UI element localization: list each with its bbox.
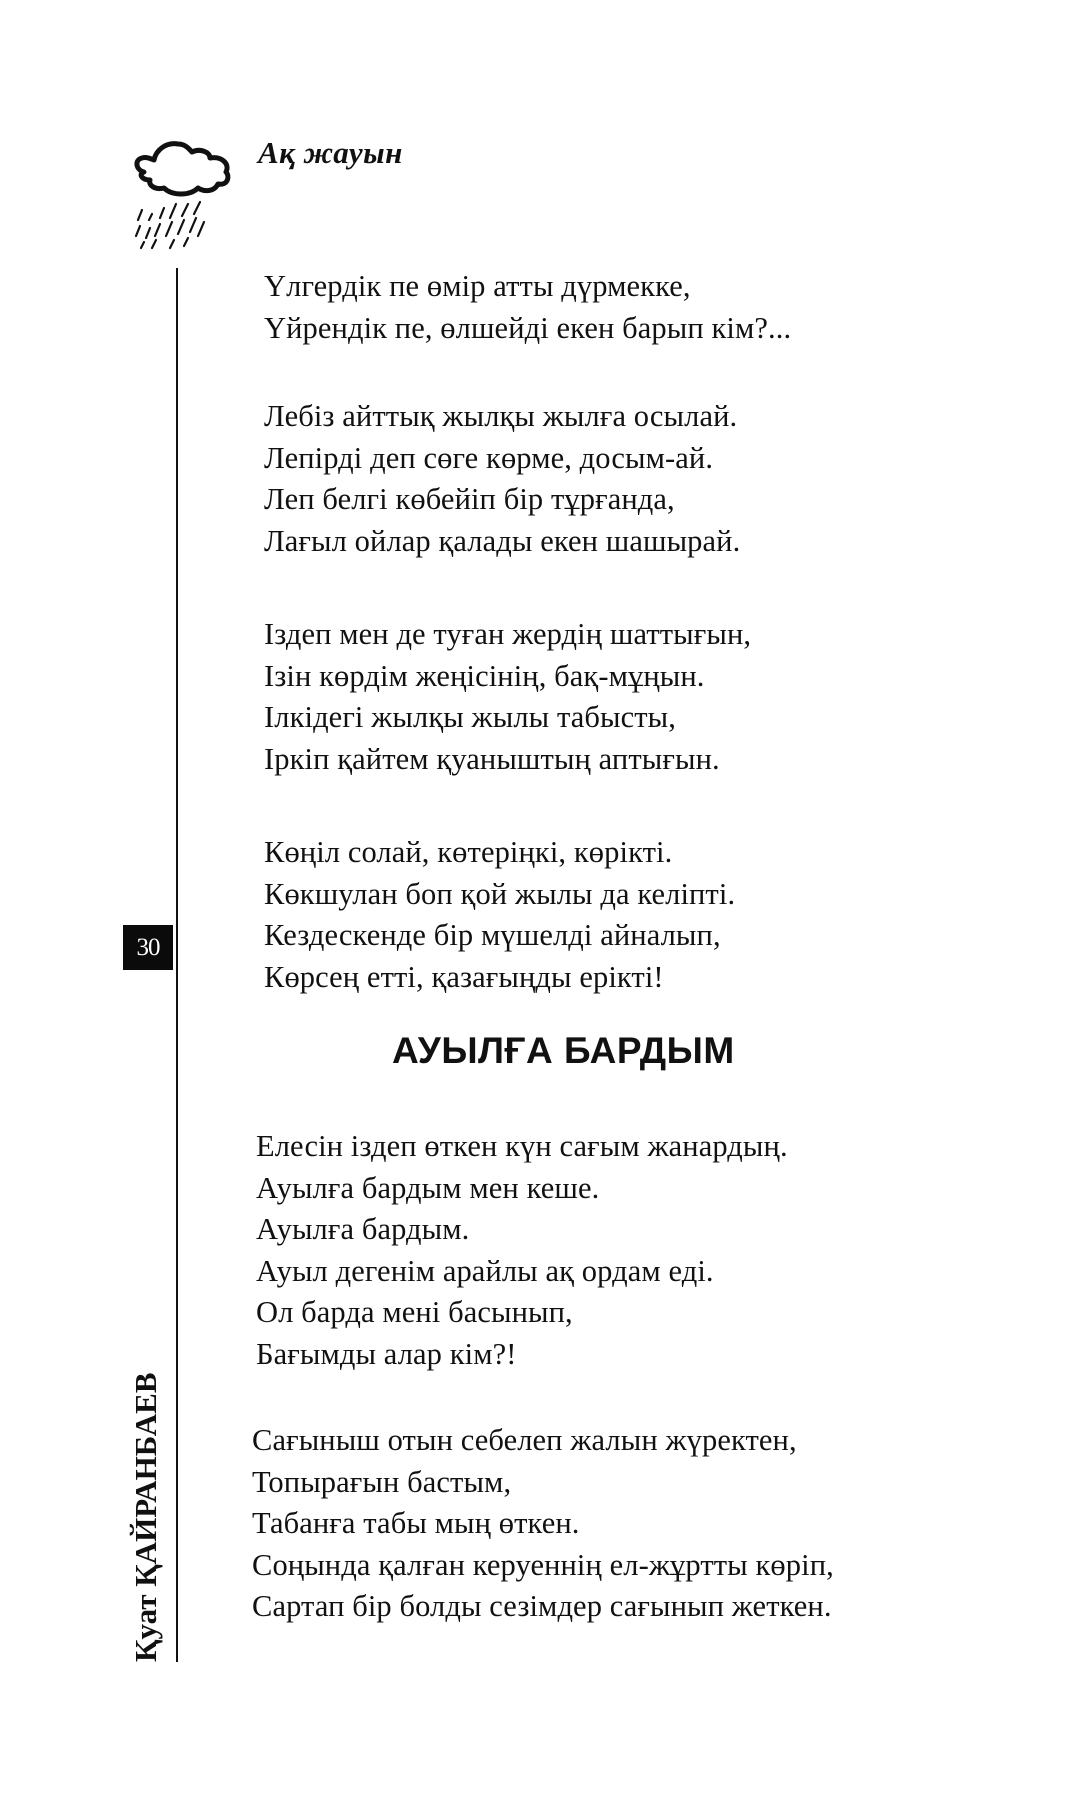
verse-line: Ауыл дегенім арайлы ақ ордам еді. — [256, 1253, 714, 1288]
verse-line: Табанға табы мың өткен. — [252, 1506, 580, 1540]
poem-heading: АУЫЛҒА БАРДЫМ — [392, 1030, 735, 1071]
verse-line: Лағыл ойлар қалады екен шашырай. — [264, 523, 741, 558]
verse-line: Ауылға бардым мен кеше. — [256, 1170, 600, 1205]
author-running-head: Қуат ҚАЙРАНБАЕВ — [128, 1372, 163, 1662]
verse-line: Ол барда мені басынып, — [256, 1295, 573, 1329]
verse-line: Көкшулан боп қой жылы да келіпті. — [264, 876, 736, 911]
verse-line: Үйрендік пе, өлшейді екен барып кім?... — [264, 310, 792, 345]
stanza — [252, 1420, 834, 1628]
verse-line: Кездескенде бір мүшелді айналып, — [264, 918, 721, 952]
verse-line: Елесін іздеп өткен күн сағым жанардың. — [256, 1129, 788, 1163]
stanza — [264, 396, 740, 562]
stanza — [264, 266, 791, 349]
verse-line: Топырағын бастым, — [252, 1464, 512, 1499]
verse-line: Бағымды алар кім?! — [256, 1336, 517, 1371]
stanza — [264, 614, 751, 780]
verse-line: Ізін көрдім жеңісінің, бақ-мұңын. — [264, 658, 705, 693]
verse-line: Көңіл солай, көтеріңкі, көрікті. — [264, 835, 673, 869]
verse-line: Сағыныш отын себелеп жалын жүректен, — [252, 1423, 797, 1457]
verse-line: Соңында қалған керуеннің ел-жұртты көріп, — [252, 1547, 834, 1582]
verse-line: Үлгердік пе өмір атты дүрмекке, — [264, 269, 691, 303]
verse-line: Іздеп мен де туған жердің шаттығын, — [264, 617, 752, 651]
verse-line: Лепірді деп сөге көрме, досым-ай. — [264, 440, 714, 475]
verse-line: Лебіз айттық жылқы жылға осылай. — [264, 399, 738, 433]
verse-line: Леп белгі көбейіп бір тұрғанда, — [264, 482, 675, 516]
vertical-margin-rule — [176, 268, 178, 1662]
stanza — [256, 1126, 788, 1375]
stanza — [264, 832, 735, 998]
verse-line: Іркіп қайтем қуаныштың аптығын. — [264, 741, 720, 776]
verse-line: Ілкідегі жылқы жылы табысты, — [264, 700, 676, 734]
verse-line: Көрсең етті, қазағыңды ерікті! — [264, 959, 664, 994]
verse-line: Сартап бір болды сезімдер сағынып жеткен. — [252, 1589, 832, 1623]
rain-cloud-icon — [130, 138, 250, 263]
verse-line: Ауылға бардым. — [256, 1212, 470, 1246]
poem-title: Ақ жауын — [258, 135, 403, 170]
page-number: 30 — [123, 925, 173, 970]
